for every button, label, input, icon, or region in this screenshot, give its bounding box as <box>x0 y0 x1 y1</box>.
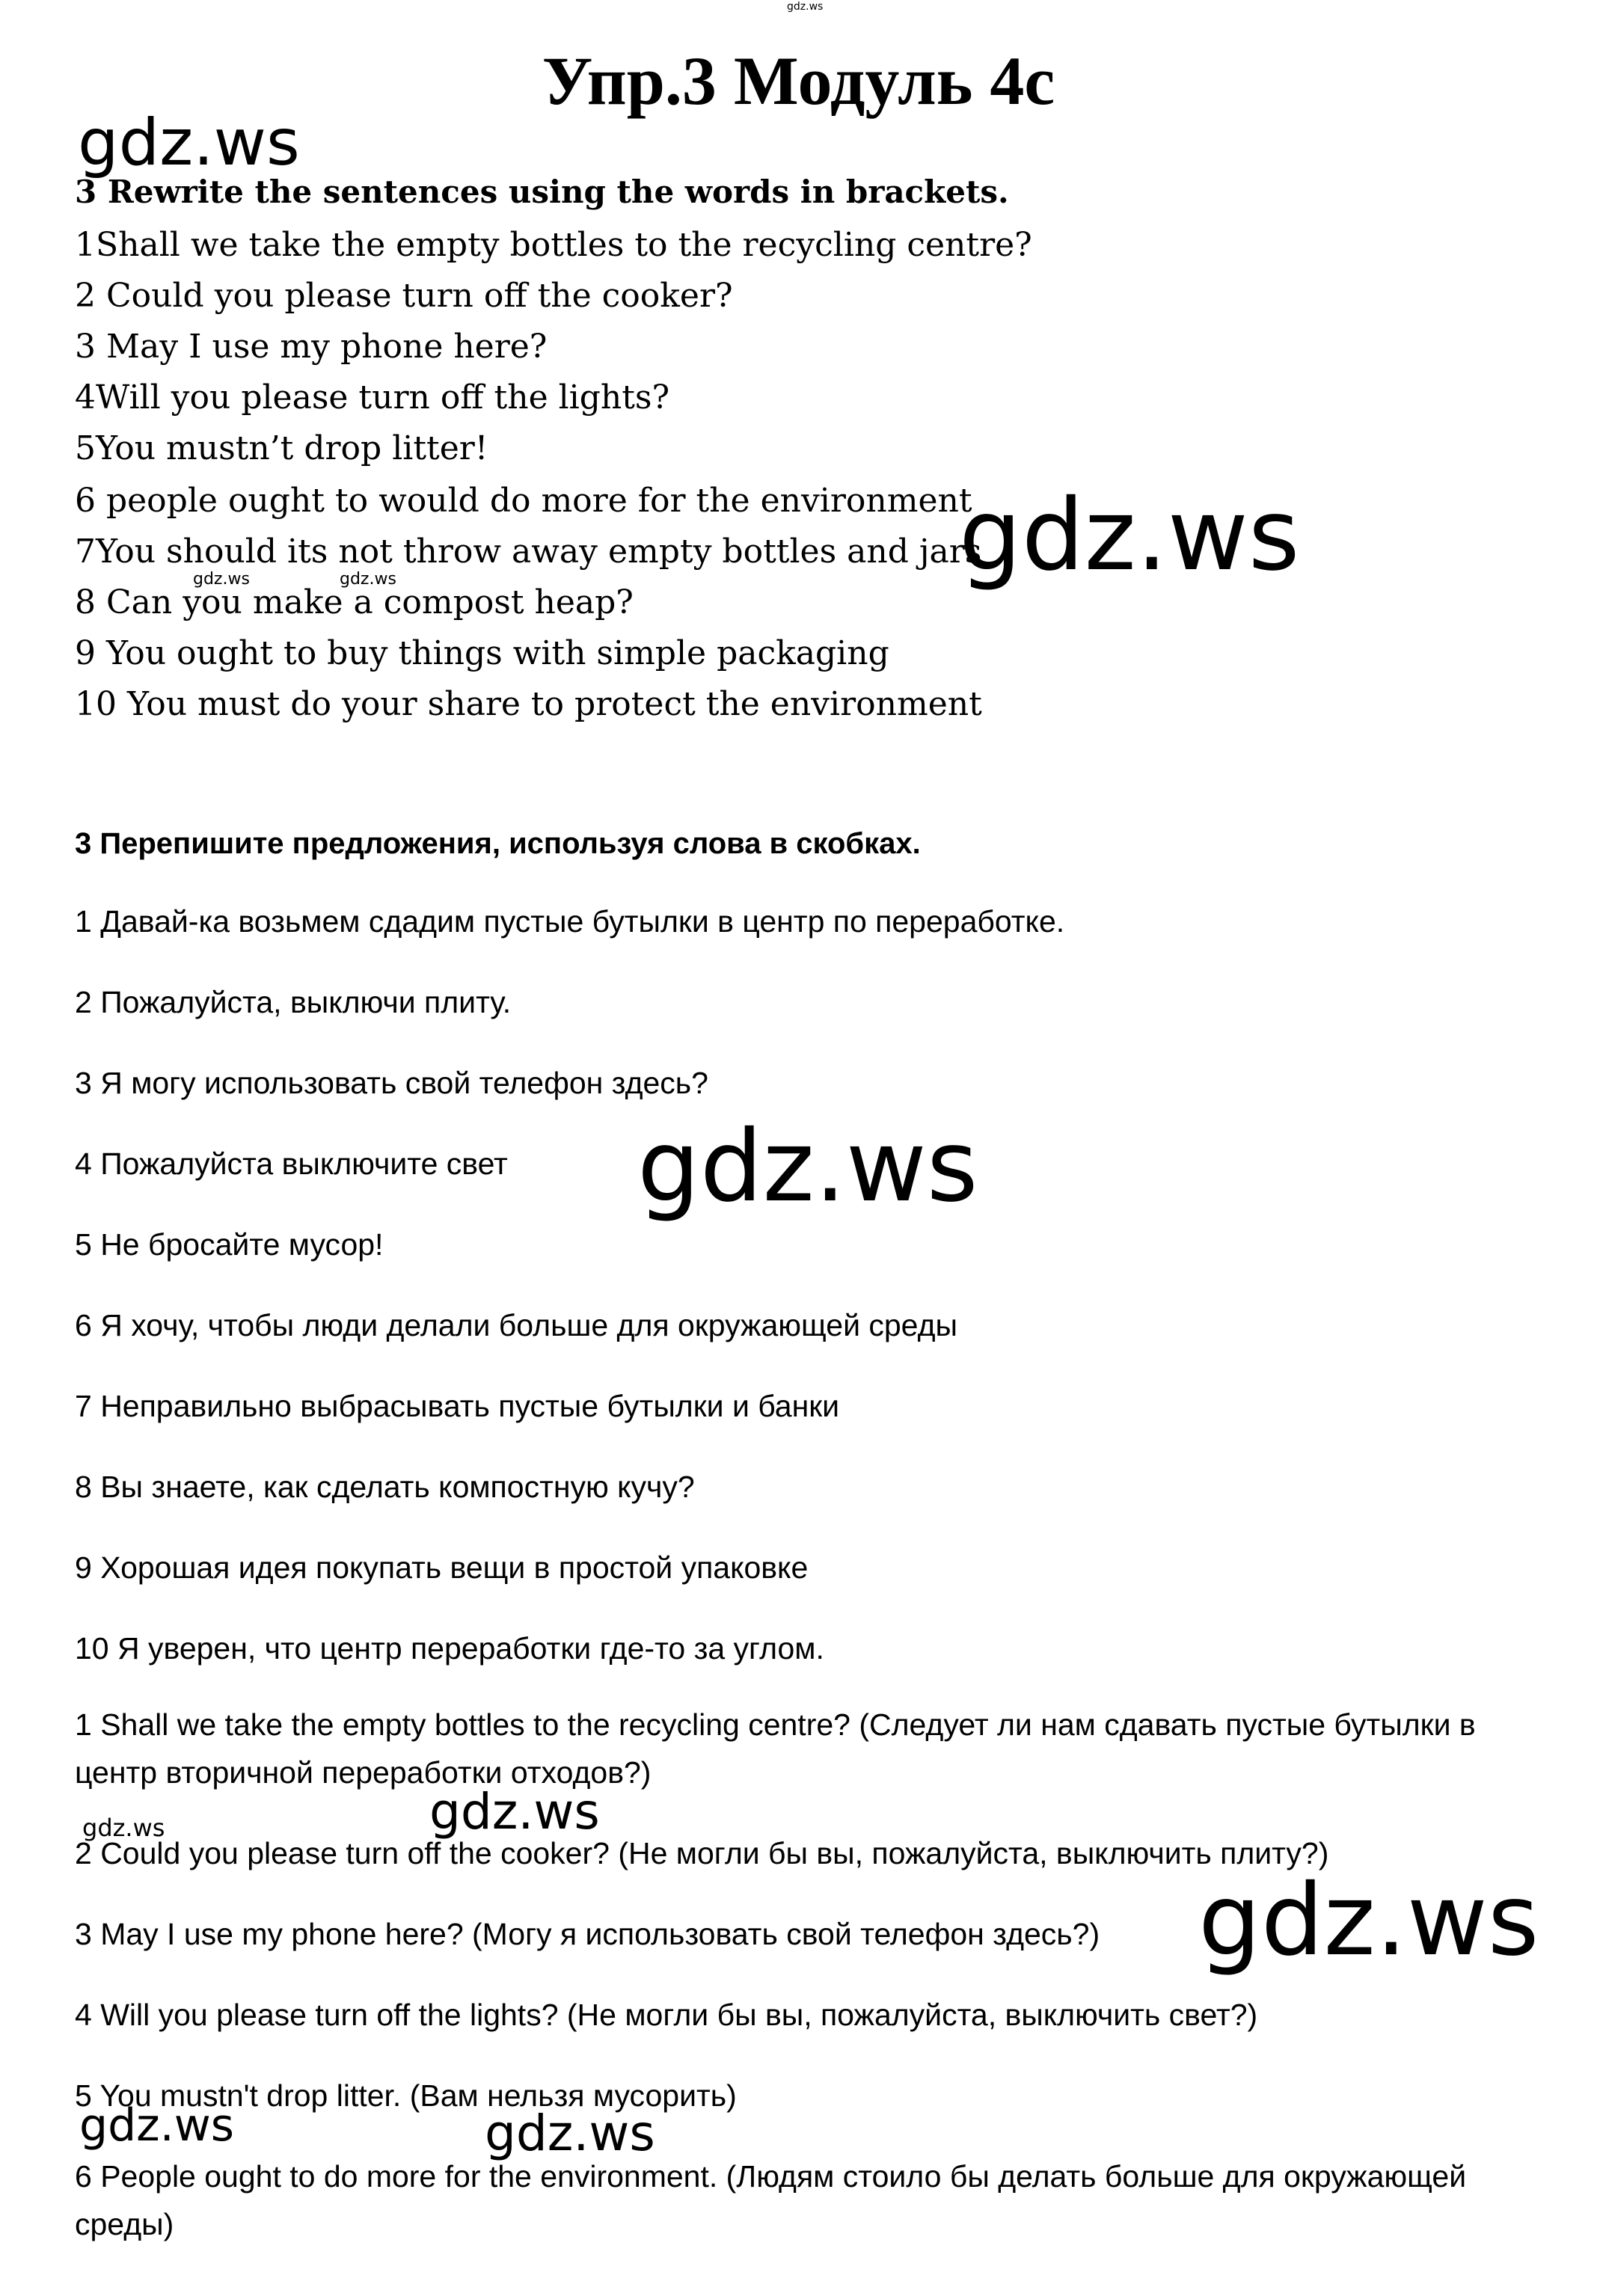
english-sentence: 2 Could you please turn off the cooker? <box>75 277 733 315</box>
english-sentence: 3 May I use my phone here? <box>75 328 548 366</box>
watermark-large-lower-right: gdz.ws <box>1198 1863 1539 1978</box>
russian-sentence: 5 Не бросайте мусор! <box>75 1227 384 1262</box>
russian-sentence: 9 Хорошая идея покупать вещи в простой упаковке <box>75 1550 809 1585</box>
russian-sentence: 8 Вы знаете, как сделать компостную кучу? <box>75 1470 695 1504</box>
russian-sentence: 4 Пожалуйста выключите свет <box>75 1147 508 1181</box>
watermark-tiny-2: gdz.ws <box>340 570 396 589</box>
russian-sentence: 3 Я могу использовать свой телефон здесь? <box>75 1066 708 1100</box>
watermark-large-center: gdz.ws <box>637 1109 978 1224</box>
watermark-large-right: gdz.ws <box>959 478 1300 593</box>
english-sentence: 5You mustn’t drop litter! <box>75 429 488 467</box>
watermark-top-left: gdz.ws <box>78 105 300 180</box>
english-task-heading: 3 Rewrite the sentences using the words in brackets. <box>75 174 1009 210</box>
answer-line: 6 People ought to do more for the environment. (Людям стоило бы делать больше для окружающей среды) <box>75 2159 1467 2241</box>
english-sentence: 6 people ought to would do more for the environment <box>75 482 972 520</box>
answer-line: 2 Could you please turn off the cooker? (Не могли бы вы, пожалуйста, выключить плиту?) <box>75 1836 1329 1870</box>
answer-line: 1 Shall we take the empty bottles to the recycling centre? (Следует ли нам сдавать пустые бутылки в центр вторичной переработки отходов?) <box>75 1707 1476 1790</box>
watermark-small-left: gdz.ws <box>82 1814 165 1842</box>
watermark-tiny-1: gdz.ws <box>193 570 250 589</box>
english-sentence: 8 Can you make a compost heap? <box>75 583 634 621</box>
russian-sentence: 6 Я хочу, чтобы люди делали больше для окружающей среды <box>75 1308 957 1342</box>
answer-line: 3 May I use my phone here? (Могу я использовать свой телефон здесь?) <box>75 1917 1100 1951</box>
watermark-medium-center: gdz.ws <box>429 1783 600 1841</box>
english-sentence: 4Will you please turn off the lights? <box>75 378 670 417</box>
answer-line: 5 You mustn't drop litter. (Вам нельзя мусорить) <box>75 2078 737 2113</box>
russian-sentence: 10 Я уверен, что центр переработки где-то за углом. <box>75 1631 824 1666</box>
russian-sentence: 2 Пожалуйста, выключи плиту. <box>75 985 512 1019</box>
page-title: Упр.3 Модуль 4с <box>542 43 1055 119</box>
answer-line: 4 Will you please turn off the lights? (Не могли бы вы, пожалуйста, выключить свет?) <box>75 1998 1258 2032</box>
watermark-medium-center-bottom: gdz.ws <box>485 2105 655 2162</box>
watermark-medium-left-bottom: gdz.ws <box>79 2099 235 2152</box>
english-sentence: 9 You ought to buy things with simple packaging <box>75 634 889 672</box>
english-sentence: 7You should its not throw away empty bottles and jars <box>75 532 982 571</box>
english-sentence: 1Shall we take the empty bottles to the recycling centre? <box>75 226 1032 264</box>
russian-sentence: 1 Давай-ка возьмем сдадим пустые бутылки в центр по переработке. <box>75 904 1065 939</box>
russian-sentence: 7 Неправильно выбрасывать пустые бутылки и банки <box>75 1389 840 1423</box>
russian-task-heading: 3 Перепишите предложения, используя слова в скобках. <box>75 827 921 860</box>
watermark-top-small: gdz.ws <box>787 1 824 13</box>
english-sentence: 10 You must do your share to protect the environment <box>75 685 982 723</box>
